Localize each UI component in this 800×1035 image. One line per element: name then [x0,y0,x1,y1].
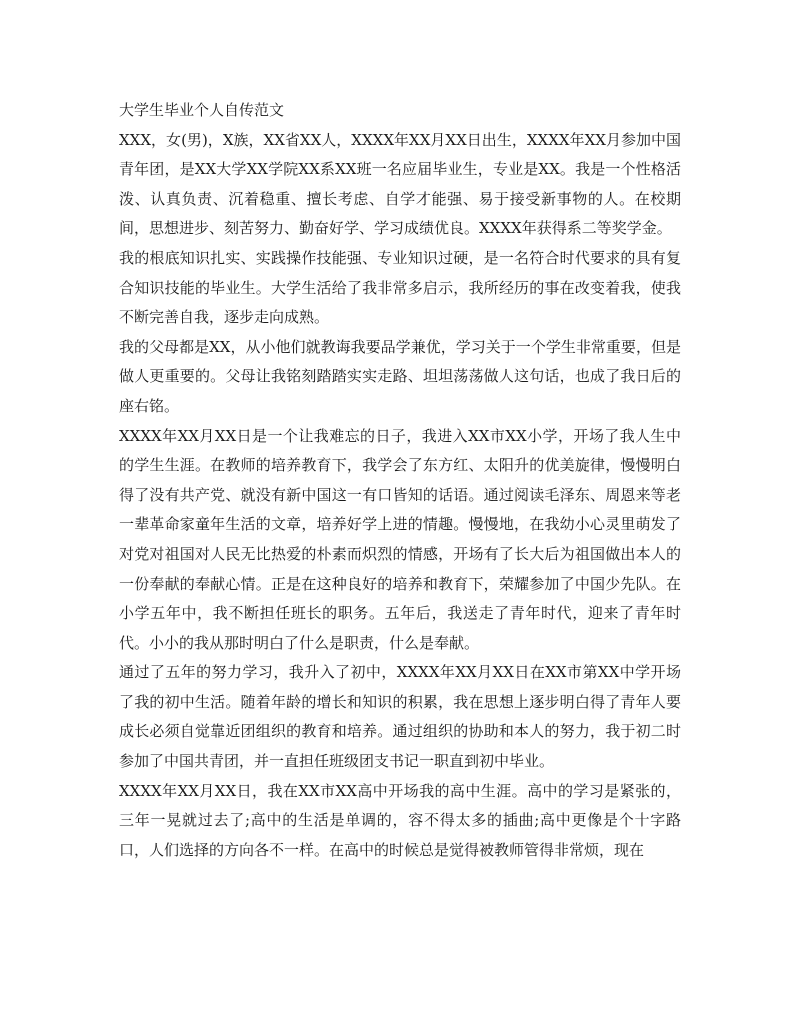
paragraph-2: 我的根底知识扎实、实践操作技能强、专业知识过硬，是一名符合时代要求的具有复合知识技能的毕业生。大学生活给了我非常多启示，我所经历的事在改变着我，使我不断完善自我，逐步走向成熟。 [119,248,681,327]
paragraph-3: 我的父母都是XX，从小他们就教诲我要品学兼优，学习关于一个学生非常重要，但是做人更重要的。父母让我铭刻踏踏实实走路、坦坦荡荡做人这句话，也成了我日后的座右铭。 [119,337,681,415]
document-body [119,96,681,865]
document-title: 大学生毕业个人自传范文 [119,101,285,119]
paragraph-4: XXXX年XX月XX日是一个让我难忘的日子，我进入XX市XX小学，开场了我人生中的学生生涯。在教师的培养教育下，我学会了东方红、太阳升的优美旋律，慢慢明白得了没有共产党、就没有新中国这一有口皆知的话语。通过阅读毛泽东、周恩来等老一辈革命家童年生活的文章，培养好学上进的情趣。慢慢地，在我幼小心灵里萌发了对党对祖国对人民无比热爱的朴素而炽烈的情感，开场有了长大后为祖国做出本人的一份奉献的奉献心情。正是在这种良好的培养和教育下，荣耀参加了中国少先队。在小学五年中，我不断担任班长的职务。五年后，我送走了青年时代，迎来了青年时代。小小的我从那时明白了什么是职责，什么是奉献。 [119,426,681,652]
paragraph-5: 通过了五年的努力学习，我升入了初中，XXXX年XX月XX日在XX市第XX中学开场了我的初中生活。随着年龄的增长和知识的积累，我在思想上逐步明白得了青年人要成长必须自觉靠近团组织的教育和培养。通过组织的协助和本人的努力，我于初二时参加了中国共青团，并一直担任班级团支书记一职直到初中毕业。 [119,663,681,771]
paragraph-6: XXXX年XX月XX日，我在XX市XX高中开场我的高中生涯。高中的学习是紧张的，三年一晃就过去了;高中的生活是单调的，容不得太多的插曲;高中更像是个十字路口，人们选择的方向各不一样。在高中的时候总是觉得被教师管得非常烦，现在 [119,781,681,859]
paragraph-1: XXX，女(男)，X族，XX省XX人，XXXX年XX月XX日出生，XXXX年XX月参加中国青年团，是XX大学XX学院XX系XX班一名应届毕业生，专业是XX。我是一个性格活泼、认真负责、沉着稳重、擅长考虑、自学才能强、易于接受新事物的人。在校期间，思想进步、刻苦努力、勤奋好学、学习成绩优良。XXXX年获得系二等奖学金。 [119,130,681,238]
